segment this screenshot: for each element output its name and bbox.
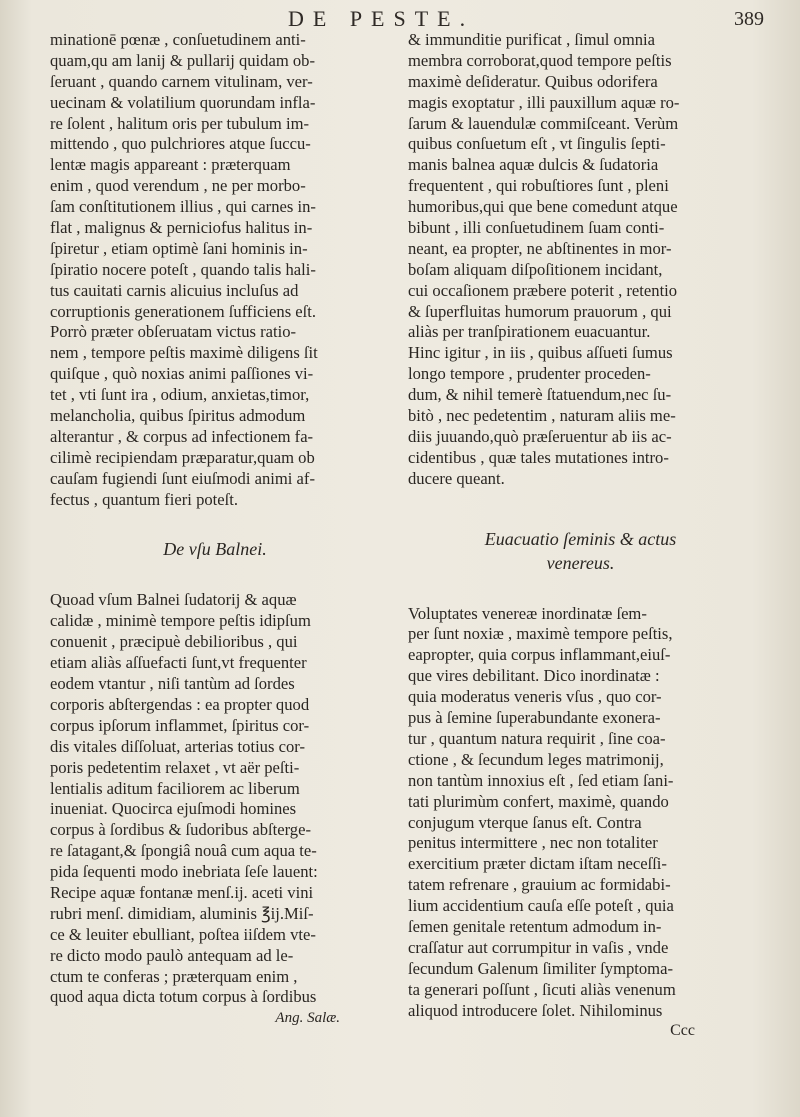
text-line: corporis abſtergendas : ea propter quod [50, 694, 310, 714]
text-line: cui occaſionem præbere poterit , retentio [408, 280, 678, 300]
text-line: exercitium præter dictam iſtam neceſſi- [408, 854, 667, 874]
text-line: pus à ſemine ſuperabundante exonera- [408, 708, 661, 728]
text-line: re dicto modo paulò antequam ad le- [50, 945, 294, 965]
text-line: melancholia, quibus ſpiritus admodum [50, 406, 306, 426]
text-line: cauſam fugiendi ſunt eiuſmodi animi af- [50, 468, 315, 488]
text-line: pida ſequenti modo inebriata ſeſe lauent: [50, 862, 318, 882]
text-line: alterantur , & corpus ad infectionem fa- [50, 426, 314, 446]
text-line: tus cauitati carnis alicuius incluſus ad [50, 280, 299, 300]
text-line: manis balnea aquæ dulcis & ſudatoria [408, 155, 659, 175]
text-line: Porrò præter obſeruatam victus ratio- [50, 322, 297, 342]
text-line: flat , malignus & perniciofus halitus in- [50, 218, 313, 238]
text-line: & immunditie purificat , ſimul omnia [408, 30, 656, 49]
text-line: corpus à ſordibus & ſudoribus abſterge- [50, 820, 311, 840]
text-line: ctione , & ſecundum leges matrimonij, [408, 749, 664, 769]
text-line: ſpiratio nocere poteſt , quando talis hali- [50, 259, 316, 279]
text-line: corpus ipſorum inflammet, ſpiritus cor- [50, 715, 310, 735]
text-line: tur , quantum natura requirit , ſine coa- [408, 728, 666, 748]
text-line: quiſque , quò noxias animi paſſiones vi- [50, 364, 314, 384]
text-line: quia moderatus veneris vſus , quo cor- [408, 687, 662, 707]
text-line: ſeruant , quando carnem vitulinam, ver- [50, 71, 313, 91]
text-line: calidæ , minimè tempore peſtis idipſum [50, 611, 311, 631]
text-line: minationē pœnæ , conſuetudinem anti- [50, 30, 306, 49]
text-line: ce & leuiter ebulliant, poſtea iiſdem vte- [50, 924, 316, 944]
left-column [50, 30, 380, 1028]
text-line: Voluptates venereæ inordinatæ ſem- [408, 603, 647, 623]
text-line: longo tempore , prudenter proceden- [408, 364, 651, 384]
section-heading-euacuatio: Euacuatio ſeminis & actus [484, 528, 677, 549]
text-line: quibus conſuetum eſt , vt ſingulis ſepti- [408, 134, 666, 154]
text-line: quod aqua dicta totum corpus à ſordibus [50, 987, 317, 1007]
text-line: conjugum vterque ſanus eſt. Contra [408, 812, 642, 832]
left-paragraph-bottom [50, 590, 380, 1008]
section-heading-euacuatio-line2: venereus. [546, 552, 615, 573]
text-line: ctum te conferas ; præterquam enim , [50, 966, 298, 986]
text-line: magis exoptatur , illi pauxillum aquæ ro- [408, 92, 680, 112]
catchword-right: Ccc [670, 1022, 695, 1040]
text-line: boſam aliquam diſpoſitionem incidant, [408, 259, 663, 279]
text-line: maximè deſideratur. Quibus odorifera [408, 71, 658, 91]
text-line: uecinam & volatilium quorundam infla- [50, 92, 316, 112]
text-line: fectus , quantum fieri poteſt. [50, 489, 239, 509]
text-line: Quoad vſum Balnei ſudatorij & aquæ [50, 590, 297, 610]
right-paragraph-top [408, 30, 753, 490]
text-line: rubri menſ. dimidiam, aluminis ℥ij.Miſ- [50, 903, 314, 923]
text-line: conuenit , præcipuè debilioribus , qui [50, 632, 298, 652]
text-line: ſpiretur , etiam optimè ſani hominis in- [50, 238, 308, 258]
text-line: eapropter, quia corpus inflammant,eiuſ- [408, 645, 671, 665]
text-line: aliquod introducere ſolet. Nihilominus [408, 1000, 663, 1020]
text-line: humoribus,qui que bene comedunt atque [408, 197, 678, 217]
catchword-left: Ang. Salæ. [275, 1010, 340, 1027]
text-line: craſſatur aut corrumpitur in vaſis , vnde [408, 937, 669, 957]
page-number: 389 [734, 8, 764, 30]
text-line: lentæ magis appareant : præterquam [50, 155, 291, 175]
text-line: aliàs per tranſpirationem euacuantur. [408, 322, 651, 342]
text-line: mittendo , quo pulchriores atque ſuccu- [50, 134, 311, 154]
text-line: membra corroborat,quod tempore peſtis [408, 50, 672, 70]
text-line: dis vitales diſſoluat, arterias totius cor- [50, 736, 305, 756]
text-line: cidentibus , quæ tales mutationes intro- [408, 447, 669, 467]
text-line: ta generari poſſunt , ſicuti aliàs venenum [408, 979, 676, 999]
text-line: nem , tempore peſtis maximè diligens ſit [50, 343, 318, 363]
text-line: Hinc igitur , in iis , quibus aſſueti ſumus [408, 343, 673, 363]
text-line: bibunt , illi conſuetudinem ſuam conti- [408, 218, 665, 238]
text-line: ſemen genitale retentum admodum in- [408, 916, 662, 936]
section-heading-balnei: De vſu Balnei. [163, 539, 267, 560]
running-head: DE PESTE. [288, 6, 475, 31]
text-line: non tantùm innoxius eſt , ſed etiam ſani- [408, 770, 674, 790]
text-line: eodem vtantur , niſi tantùm ad ſordes [50, 674, 295, 694]
left-paragraph-top [50, 30, 380, 510]
text-line: que vires debilitant. Dico inordinatæ : [408, 666, 660, 686]
text-line: tatem refrenare , grauium ac formidabi- [408, 875, 671, 895]
text-line: corruptionis generationem ſufficiens eſt. [50, 301, 317, 321]
text-line: per ſunt noxiæ , maximè tempore peſtis, [408, 624, 673, 644]
text-line: lium accidentium cauſa eſſe poteſt , quia [408, 896, 674, 916]
text-line: diis juuando,quò præſeruentur ab iis ac- [408, 426, 672, 446]
text-line: cilimè recipiendam præparatur,quam ob [50, 447, 315, 467]
text-line: frequentent , qui robuſtiores ſunt , pleni [408, 176, 669, 196]
text-line: enim , quod verendum , ne per morbo- [50, 176, 306, 196]
text-line: ſam conſtitutionem illius , qui carnes in- [50, 197, 316, 217]
text-line: inueniat. Quocirca ejuſmodi homines [50, 799, 297, 819]
right-column [408, 30, 753, 1041]
text-line: re ſolent , halitum oris per tubulum im- [50, 113, 310, 133]
text-line: ſarum & lauendulæ commiſceant. Verùm [408, 113, 679, 133]
text-line: poris pedetentim relaxet , vt aër peſti- [50, 757, 300, 777]
text-line: dum, & nihil temerè ſtatuendum,nec ſu- [408, 385, 672, 405]
text-line: lentialis aditum faciliorem ac liberum [50, 778, 300, 798]
text-line: penitus intermittere , nec non totaliter [408, 833, 658, 853]
text-line: neant, ea propter, ne abſtinentes in mor- [408, 238, 672, 258]
text-line: ducere queant. [408, 468, 505, 488]
text-line: & ſuperfluitas humorum prauorum , qui [408, 301, 672, 321]
text-line: ſecundum Galenum ſimiliter ſymptoma- [408, 958, 673, 978]
text-line: Recipe aquæ fontanæ menſ.ij. aceti vini [50, 882, 314, 902]
text-line: bitò , nec pedetentim , naturam aliis me- [408, 406, 676, 426]
text-line: tet , vti ſunt ira , odium, anxietas,timor, [50, 385, 310, 405]
text-line: quam,qu am lanij & pullarij quidam ob- [50, 50, 315, 70]
right-paragraph-bottom [408, 604, 753, 1022]
text-line: re ſatagant,& ſpongiâ nouâ cum aqua te- [50, 841, 317, 861]
text-line: tati plurimùm confert, maximè, quando [408, 791, 669, 811]
text-line: etiam aliàs aſſuefacti ſunt,vt frequenter [50, 653, 307, 673]
